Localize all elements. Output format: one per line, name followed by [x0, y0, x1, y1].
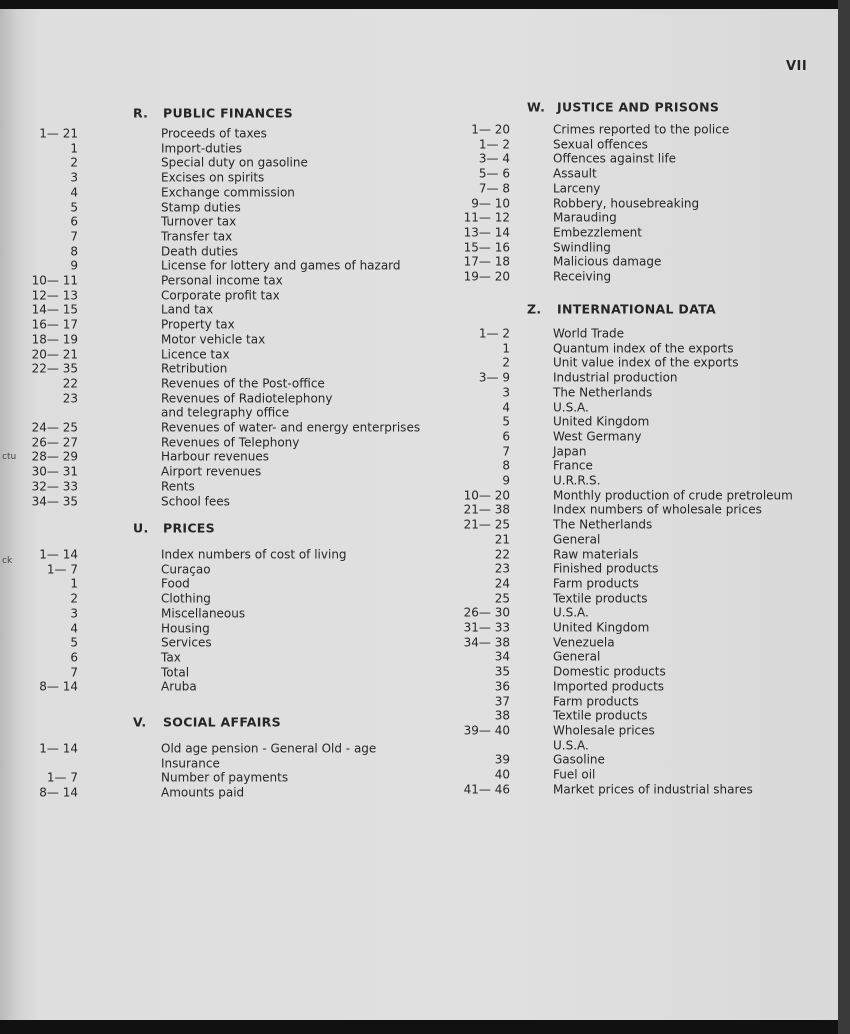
- table-title: Quantum index of the exports: [553, 341, 734, 356]
- table-number-range: [430, 255, 510, 270]
- table-number: 37: [494, 694, 510, 709]
- table-title: School fees: [161, 494, 230, 509]
- table-title: Amounts paid: [161, 785, 245, 800]
- table-number: 40: [494, 767, 510, 782]
- table-number-range: [0, 494, 78, 509]
- table-title: General: [553, 650, 601, 665]
- section-letter: U.: [133, 520, 149, 536]
- table-title: Malicious damage: [553, 254, 662, 269]
- table-number: 30— 31: [31, 464, 78, 479]
- table-number: 8: [502, 458, 510, 473]
- table-title: Clothing: [161, 591, 211, 606]
- table-number: 3: [70, 170, 78, 185]
- table-number: 14— 15: [31, 303, 78, 318]
- table-number-range: [0, 200, 78, 215]
- table-number: 36: [494, 679, 510, 694]
- table-number: 25: [494, 591, 510, 606]
- table-number: 10— 11: [31, 273, 78, 288]
- table-title: The Netherlands: [553, 517, 653, 532]
- table-number: 1— 2: [478, 326, 510, 341]
- table-title: Death duties: [161, 244, 238, 259]
- table-number-range: [430, 635, 510, 650]
- table-number-range: [430, 270, 510, 285]
- table-number-range: [430, 181, 510, 196]
- table-title: Textile products: [553, 591, 648, 606]
- table-number: 9: [70, 258, 78, 273]
- margin-fragment: ctu: [2, 452, 17, 462]
- table-title: Services: [161, 635, 212, 650]
- table-number: 16— 17: [31, 317, 78, 332]
- table-title: Farm products: [553, 576, 639, 591]
- table-number: 41— 46: [463, 782, 510, 797]
- table-title: Aruba: [161, 679, 197, 694]
- table-number: 5: [502, 414, 510, 429]
- table-number-range: [430, 782, 510, 797]
- table-title: Motor vehicle tax: [161, 332, 266, 347]
- table-number: 21: [494, 532, 510, 547]
- table-number: 5: [70, 635, 78, 650]
- section-title: PRICES: [163, 520, 215, 536]
- table-number-range: [0, 259, 78, 274]
- table-number-range: [0, 303, 78, 318]
- table-number: 7: [70, 665, 78, 680]
- table-title: Farm products: [553, 694, 639, 709]
- table-number: 3: [70, 606, 78, 621]
- table-number: 8— 14: [39, 679, 78, 694]
- table-number-range: [430, 167, 510, 182]
- table-number: 9— 10: [471, 196, 510, 211]
- table-number: 32— 33: [31, 479, 78, 494]
- section-title: INTERNATIONAL DATA: [557, 301, 716, 317]
- section-letter: V.: [133, 714, 147, 730]
- table-title: Japan: [553, 444, 587, 459]
- table-number-range: [0, 651, 78, 666]
- table-title: Food: [161, 577, 190, 592]
- table-number: 1— 2: [478, 137, 510, 152]
- table-number: 34— 35: [31, 494, 78, 509]
- table-number: 11— 12: [463, 210, 510, 225]
- table-number-range: [0, 377, 78, 392]
- table-title: Fuel oil: [553, 767, 596, 782]
- section-title: SOCIAL AFFAIRS: [163, 714, 281, 730]
- table-number-range: [430, 577, 510, 592]
- table-title: Market prices of industrial shares: [553, 782, 753, 797]
- table-number: 17— 18: [463, 254, 510, 269]
- table-number-range: [0, 756, 78, 771]
- section-heading: [133, 521, 215, 536]
- table-title: The Netherlands: [553, 385, 653, 400]
- table-number-range: [0, 577, 78, 592]
- table-number-range: [0, 592, 78, 607]
- table-title: Exchange commission: [161, 185, 295, 200]
- table-title: Swindling: [553, 240, 611, 255]
- table-number: 15— 16: [463, 240, 510, 255]
- table-number: 1— 20: [471, 122, 510, 137]
- section-title: PUBLIC FINANCES: [163, 105, 293, 121]
- table-number: 6: [70, 650, 78, 665]
- section-letter: Z.: [527, 301, 542, 317]
- table-number-range: [430, 385, 510, 400]
- table-number: 1— 14: [39, 547, 78, 562]
- table-number-range: [0, 244, 78, 259]
- table-title: United Kingdom: [553, 414, 650, 429]
- table-number: 1: [502, 341, 510, 356]
- table-number: 4: [502, 400, 510, 415]
- table-title: Revenues of Radiotelephony: [161, 391, 333, 406]
- table-title: Textile products: [553, 708, 648, 723]
- table-number-range: [430, 547, 510, 562]
- table-title: and telegraphy office: [161, 405, 290, 420]
- table-number-range: [0, 665, 78, 680]
- table-title: Proceeds of taxes: [161, 126, 267, 141]
- table-title: Gasoline: [553, 752, 605, 767]
- table-number-range: [430, 341, 510, 356]
- table-number-range: [0, 215, 78, 230]
- table-title: Turnover tax: [161, 214, 237, 229]
- table-number-range: [0, 406, 78, 421]
- table-number-range: [0, 465, 78, 480]
- table-number-range: [430, 474, 510, 489]
- table-title: United Kingdom: [553, 620, 650, 635]
- table-number-range: [0, 230, 78, 245]
- table-number-range: [430, 503, 510, 518]
- table-number: 39: [494, 752, 510, 767]
- margin-fragment: ck: [2, 556, 13, 566]
- table-number-range: [430, 665, 510, 680]
- table-title: U.R.R.S.: [553, 473, 601, 488]
- table-number-range: [430, 356, 510, 371]
- table-number-range: [430, 123, 510, 138]
- table-number: 22: [494, 547, 510, 562]
- table-title: Finished products: [553, 561, 659, 576]
- table-title: Assault: [553, 166, 597, 181]
- table-number-range: [430, 327, 510, 342]
- table-number-range: [430, 226, 510, 241]
- table-title: Stamp duties: [161, 200, 241, 215]
- table-number: 1— 7: [46, 771, 78, 786]
- table-number-range: [430, 694, 510, 709]
- table-number: 19— 20: [463, 269, 510, 284]
- table-title: Corporate profit tax: [161, 288, 280, 303]
- table-number: 7— 8: [478, 181, 510, 196]
- table-title: U.S.A.: [553, 400, 589, 415]
- table-number: 22— 35: [31, 361, 78, 376]
- table-number: 6: [70, 214, 78, 229]
- table-title: Industrial production: [553, 370, 678, 385]
- table-number: 7: [502, 444, 510, 459]
- table-title: Total: [161, 665, 190, 680]
- table-title: Land tax: [161, 303, 214, 318]
- document-page: [0, 9, 840, 1020]
- table-title: France: [553, 458, 593, 473]
- table-number: 1: [70, 141, 78, 156]
- table-number-range: [430, 768, 510, 783]
- table-number-range: [0, 786, 78, 801]
- table-title: Personal income tax: [161, 273, 283, 288]
- table-number: 23: [494, 561, 510, 576]
- table-number-range: [0, 606, 78, 621]
- table-number: 2: [70, 591, 78, 606]
- table-title: Retribution: [161, 361, 228, 376]
- table-number-range: [430, 606, 510, 621]
- table-title: Index numbers of wholesale prices: [553, 503, 762, 518]
- table-number: 22: [62, 376, 78, 391]
- table-number-range: [430, 137, 510, 152]
- table-number: 31— 33: [463, 620, 510, 635]
- table-number: 6: [502, 429, 510, 444]
- table-number: 28— 29: [31, 450, 78, 465]
- table-number-range: [0, 274, 78, 289]
- table-number-range: [430, 679, 510, 694]
- table-title: Monthly production of crude pretroleum: [553, 488, 793, 503]
- table-number-range: [430, 650, 510, 665]
- table-title: License for lottery and games of hazard: [161, 258, 401, 273]
- table-number: 4: [70, 185, 78, 200]
- table-title: Curaçao: [161, 562, 211, 577]
- table-number: 38: [494, 708, 510, 723]
- table-title: Revenues of the Post-office: [161, 376, 325, 391]
- table-number: 3: [502, 385, 510, 400]
- table-number: 1— 21: [39, 126, 78, 141]
- table-number: 34— 38: [463, 635, 510, 650]
- table-number-range: [430, 591, 510, 606]
- table-number-range: [430, 415, 510, 430]
- table-title: Venezuela: [553, 635, 615, 650]
- table-number: 21— 25: [463, 517, 510, 532]
- table-title: Licence tax: [161, 347, 230, 362]
- table-number: 24— 25: [31, 420, 78, 435]
- table-number-range: [430, 709, 510, 724]
- table-title: Index numbers of cost of living: [161, 547, 347, 562]
- table-number-range: [430, 532, 510, 547]
- table-number-range: [0, 318, 78, 333]
- table-number-range: [0, 680, 78, 695]
- table-title: Offences against life: [553, 152, 677, 167]
- table-title: Old age pension - General Old - age: [161, 741, 377, 756]
- table-number: 34: [494, 650, 510, 665]
- table-number-range: [430, 724, 510, 739]
- table-number: 24: [494, 576, 510, 591]
- table-title: Excises on spirits: [161, 170, 265, 185]
- table-number-range: [0, 562, 78, 577]
- table-number: 3— 9: [478, 370, 510, 385]
- table-title: Tax: [161, 650, 181, 665]
- table-title: General: [553, 532, 601, 547]
- table-title: Revenues of water- and energy enterprises: [161, 420, 421, 435]
- table-number: 5— 6: [478, 166, 510, 181]
- table-number: 9: [502, 473, 510, 488]
- table-number-range: [430, 211, 510, 226]
- table-title: Airport revenues: [161, 464, 262, 479]
- table-number-range: [430, 152, 510, 167]
- table-number-range: [0, 127, 78, 142]
- table-number: 1— 7: [46, 562, 78, 577]
- table-number-range: [0, 548, 78, 563]
- table-title: Miscellaneous: [161, 606, 246, 621]
- table-number: 3— 4: [478, 152, 510, 167]
- table-number-range: [0, 421, 78, 436]
- section-heading: [133, 715, 281, 730]
- page-edge: [838, 0, 850, 1034]
- table-number-range: [430, 400, 510, 415]
- table-number-range: [0, 621, 78, 636]
- table-number-range: [0, 771, 78, 786]
- section-letter: W.: [527, 99, 546, 115]
- table-title: Harbour revenues: [161, 450, 270, 465]
- table-title: Sexual offences: [553, 137, 648, 152]
- section-letter: R.: [133, 105, 149, 121]
- table-number-range: [0, 742, 78, 757]
- table-number: 1: [70, 577, 78, 592]
- table-title: Raw materials: [553, 547, 639, 562]
- table-title: Property tax: [161, 317, 235, 332]
- table-number-range: [0, 391, 78, 406]
- page-number: VII: [786, 59, 808, 74]
- table-number-range: [0, 156, 78, 171]
- table-title: Insurance: [161, 756, 220, 771]
- table-number-range: [0, 435, 78, 450]
- table-title: Import-duties: [161, 141, 243, 156]
- table-number-range: [430, 240, 510, 255]
- table-title: Housing: [161, 621, 210, 636]
- table-title: Larceny: [553, 181, 601, 196]
- table-title: Revenues of Telephony: [161, 435, 300, 450]
- table-title: Transfer tax: [161, 229, 233, 244]
- table-number: 20— 21: [31, 347, 78, 362]
- table-number-range: [0, 347, 78, 362]
- section-heading: [133, 106, 293, 121]
- table-number: 4: [70, 621, 78, 636]
- table-title: Embezzlement: [553, 225, 642, 240]
- table-number: 35: [494, 664, 510, 679]
- table-number: 21— 38: [463, 503, 510, 518]
- table-number-range: [430, 430, 510, 445]
- table-number-range: [430, 621, 510, 636]
- table-number-range: [430, 562, 510, 577]
- section-heading: [527, 100, 719, 115]
- table-title: World Trade: [553, 326, 625, 341]
- table-number-range: [430, 459, 510, 474]
- table-number-range: [430, 371, 510, 386]
- section-heading: [527, 302, 716, 317]
- table-number-range: [0, 479, 78, 494]
- table-number-range: [430, 518, 510, 533]
- table-number: 39— 40: [463, 723, 510, 738]
- table-number-range: [0, 332, 78, 347]
- table-number-range: [0, 141, 78, 156]
- table-title: Unit value index of the exports: [553, 356, 739, 371]
- table-title: Rents: [161, 479, 195, 494]
- table-title: Robbery, housebreaking: [553, 196, 700, 211]
- table-number: 13— 14: [463, 225, 510, 240]
- table-number: 26— 27: [31, 435, 78, 450]
- table-number: 1— 14: [39, 741, 78, 756]
- table-title: Domestic products: [553, 664, 666, 679]
- table-title: Number of payments: [161, 771, 289, 786]
- table-number: 2: [70, 156, 78, 171]
- table-number-range: [0, 450, 78, 465]
- table-number: 2: [502, 356, 510, 371]
- table-number: 8— 14: [39, 785, 78, 800]
- table-number: 5: [70, 200, 78, 215]
- section-title: JUSTICE AND PRISONS: [557, 99, 720, 115]
- table-number-range: [430, 488, 510, 503]
- table-title: Wholesale prices: [553, 723, 655, 738]
- table-number: 23: [62, 391, 78, 406]
- table-number: 18— 19: [31, 332, 78, 347]
- table-number: 26— 30: [463, 605, 510, 620]
- table-title: Crimes reported to the police: [553, 122, 730, 137]
- table-number-range: [0, 171, 78, 186]
- table-number-range: [0, 288, 78, 303]
- table-number: 8: [70, 244, 78, 259]
- table-title: U.S.A.: [553, 738, 589, 753]
- table-number-range: [430, 753, 510, 768]
- table-number: 7: [70, 229, 78, 244]
- table-number: 10— 20: [463, 488, 510, 503]
- table-number-range: [0, 636, 78, 651]
- table-title: Receiving: [553, 269, 612, 284]
- table-number-range: [0, 185, 78, 200]
- table-number-range: [430, 444, 510, 459]
- table-number-range: [430, 738, 510, 753]
- table-number-range: [430, 196, 510, 211]
- table-title: U.S.A.: [553, 605, 589, 620]
- table-title: Imported products: [553, 679, 665, 694]
- table-title: Special duty on gasoline: [161, 156, 308, 171]
- table-title: Marauding: [553, 210, 617, 225]
- table-title: West Germany: [553, 429, 642, 444]
- table-number: 12— 13: [31, 288, 78, 303]
- table-number-range: [0, 362, 78, 377]
